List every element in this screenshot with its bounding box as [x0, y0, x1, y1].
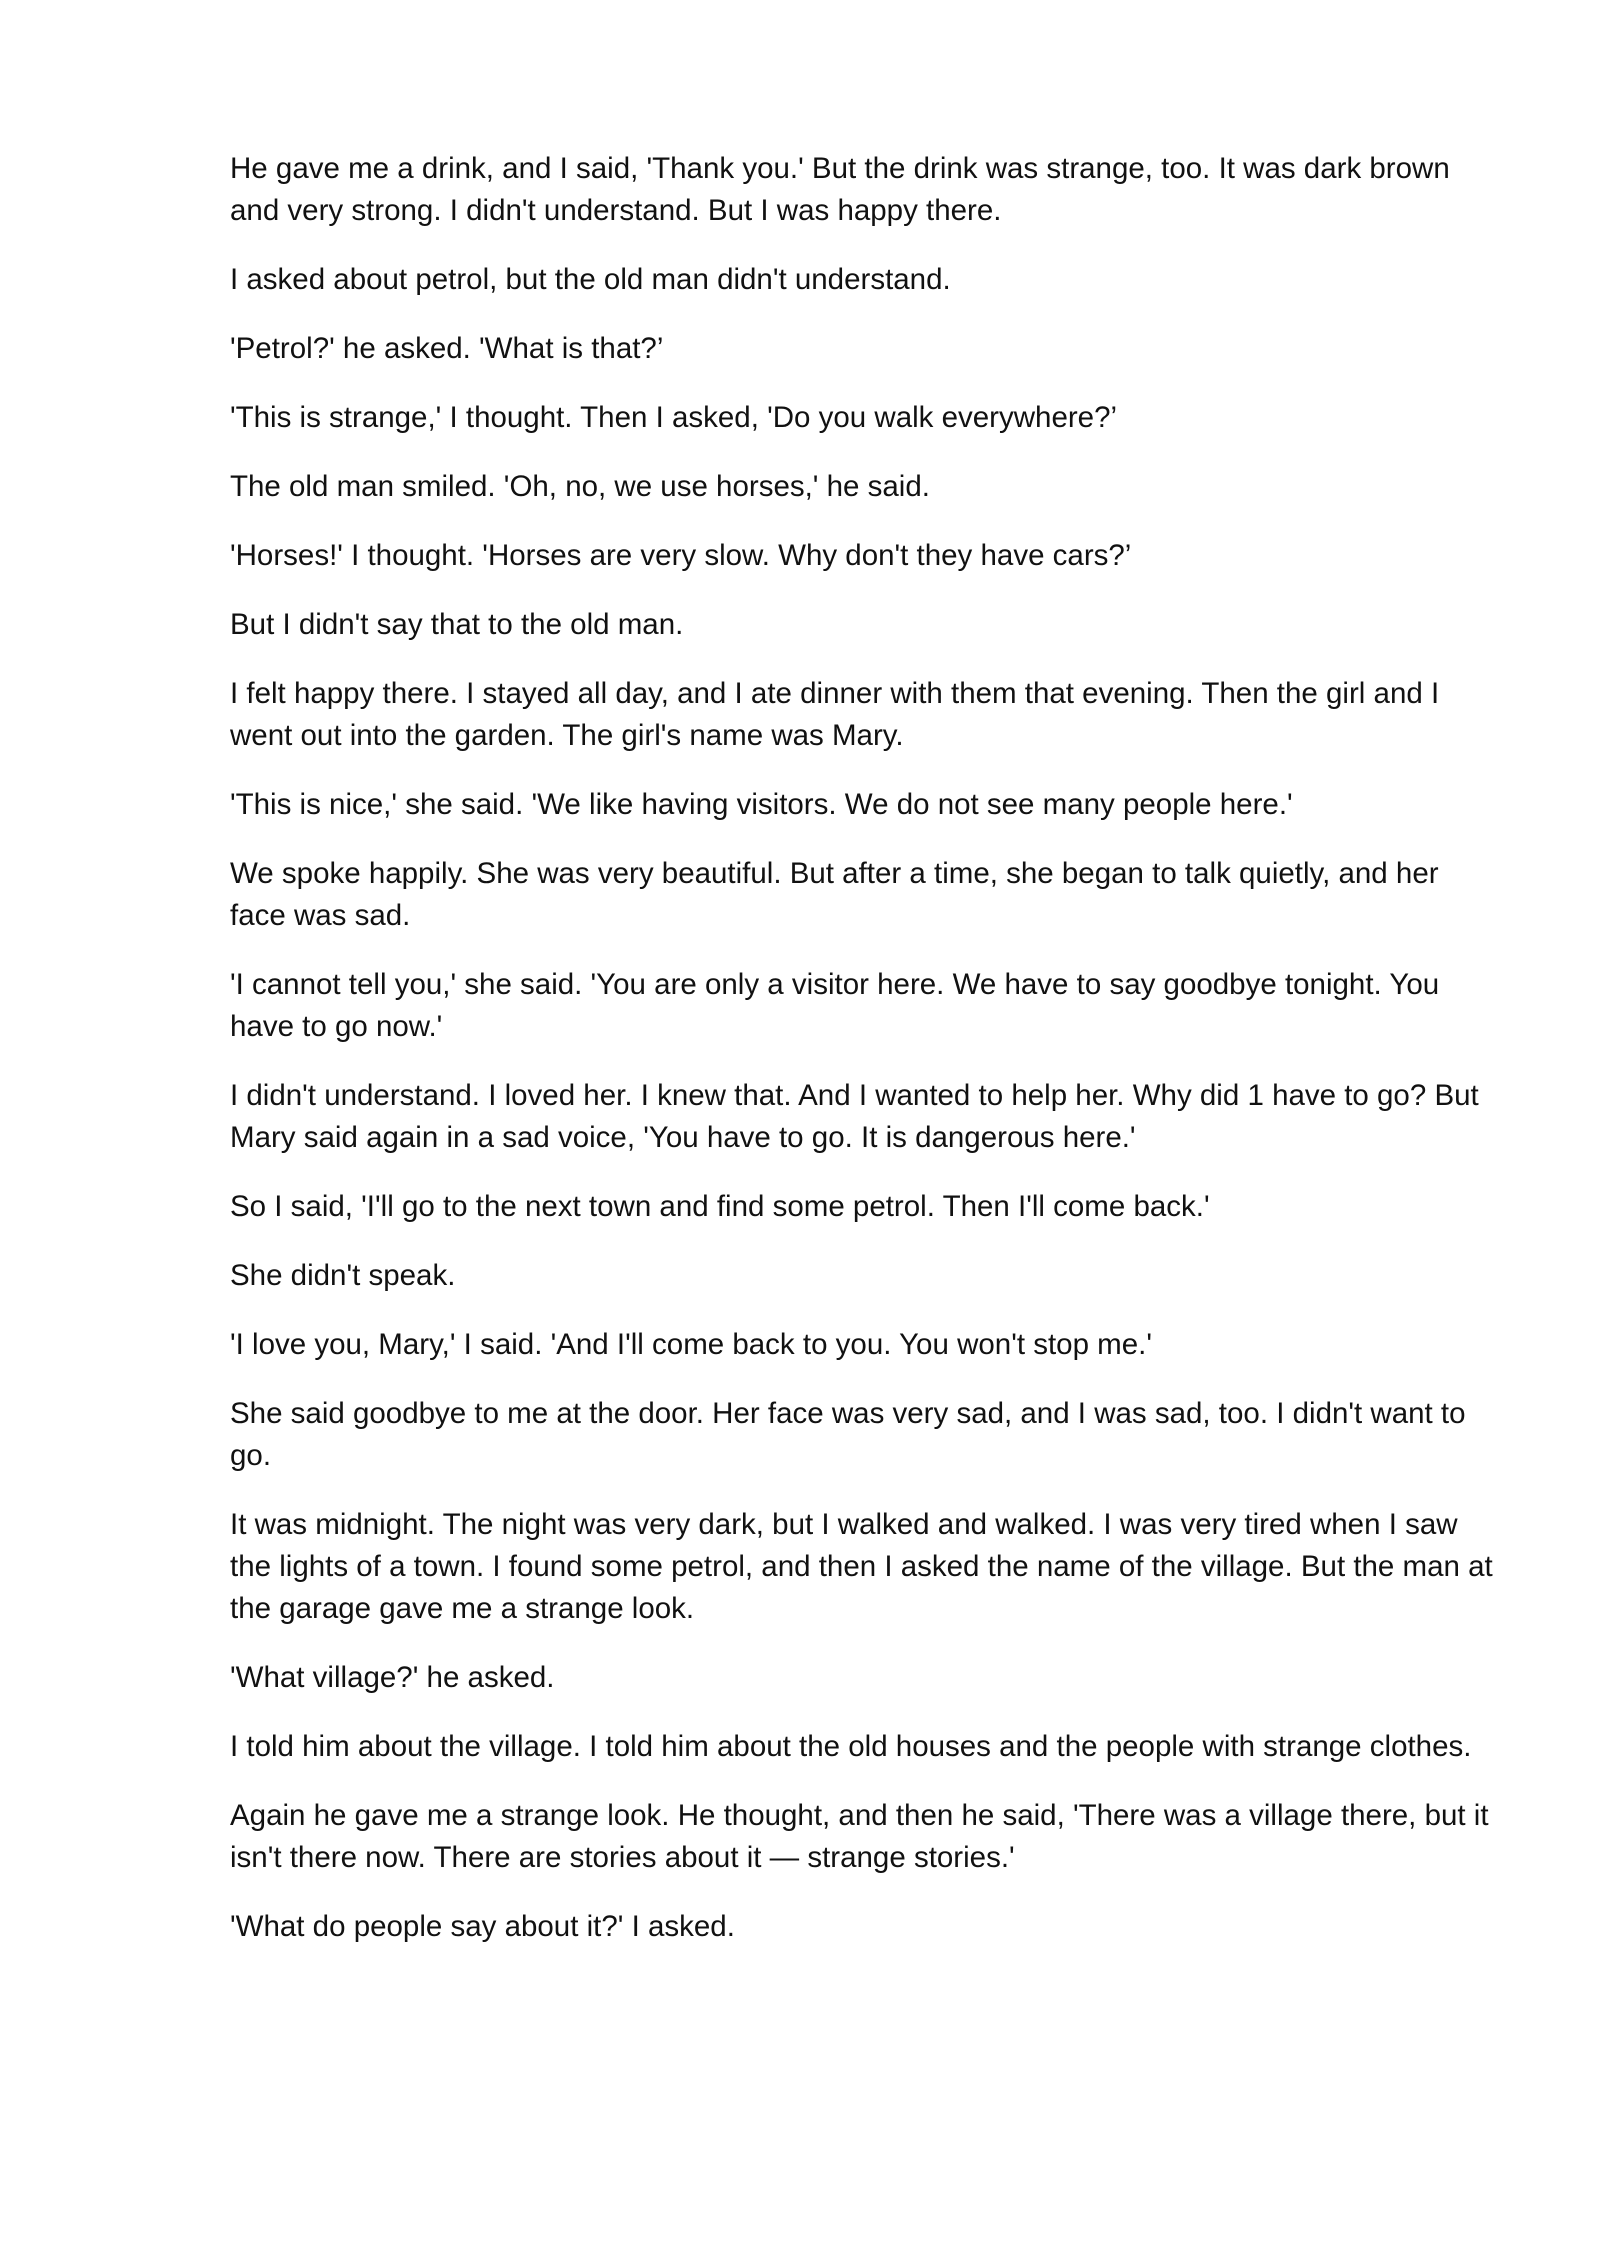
paragraph: We spoke happily. She was very beautiful. But after a time, she began to talk quietly, and her face was sad.	[230, 857, 1439, 932]
paragraph: 'This is strange,' I thought. Then I asked, 'Do you walk everywhere?’	[230, 401, 1118, 434]
paragraph: It was midnight. The night was very dark, but I walked and walked. I was very tired when I saw the lights of a town. I found some petrol, and then I asked the name of the village. But the man at the garage gave me a strange look.	[230, 1508, 1493, 1625]
paragraph: So I said, 'I'll go to the next town and find some petrol. Then I'll come back.'	[230, 1190, 1210, 1223]
paragraph: He gave me a drink, and I said, 'Thank you.' But the drink was strange, too. It was dark brown and very strong. I didn't understand. But I was happy there.	[230, 152, 1450, 227]
paragraph: 'This is nice,' she said. 'We like having visitors. We do not see many people here.'	[230, 788, 1293, 821]
paragraph: 'I love you, Mary,' I said. 'And I'll come back to you. You won't stop me.'	[230, 1328, 1152, 1361]
paragraph: She didn't speak.	[230, 1259, 456, 1292]
paragraph: Again he gave me a strange look. He thought, and then he said, 'There was a village there, but it isn't there now. There are stories about it — strange stories.'	[230, 1799, 1489, 1874]
paragraph: I didn't understand. I loved her. I knew that. And I wanted to help her. Why did 1 have to go? But Mary said again in a sad voice, 'You have to go. It is dangerous here.'	[230, 1079, 1479, 1154]
story-text	[230, 148, 1500, 1975]
paragraph: 'I cannot tell you,' she said. 'You are only a visitor here. We have to say goodbye tonight. You have to go now.'	[230, 968, 1440, 1043]
paragraph: 'What do people say about it?' I asked.	[230, 1910, 735, 1943]
paragraph: But I didn't say that to the old man.	[230, 608, 684, 641]
paragraph: I told him about the village. I told him about the old houses and the people with strange clothes.	[230, 1730, 1472, 1763]
paragraph: 'Petrol?' he asked. 'What is that?’	[230, 332, 664, 365]
paragraph: She said goodbye to me at the door. Her face was very sad, and I was sad, too. I didn't want to go.	[230, 1397, 1466, 1472]
paragraph: The old man smiled. 'Oh, no, we use horses,' he said.	[230, 470, 930, 503]
paragraph: I felt happy there. I stayed all day, and I ate dinner with them that evening. Then the girl and I went out into the garden. The girl's name was Mary.	[230, 677, 1440, 752]
paragraph: 'Horses!' I thought. 'Horses are very slow. Why don't they have cars?’	[230, 539, 1132, 572]
paragraph: I asked about petrol, but the old man didn't understand.	[230, 263, 951, 296]
paragraph: 'What village?' he asked.	[230, 1661, 555, 1694]
